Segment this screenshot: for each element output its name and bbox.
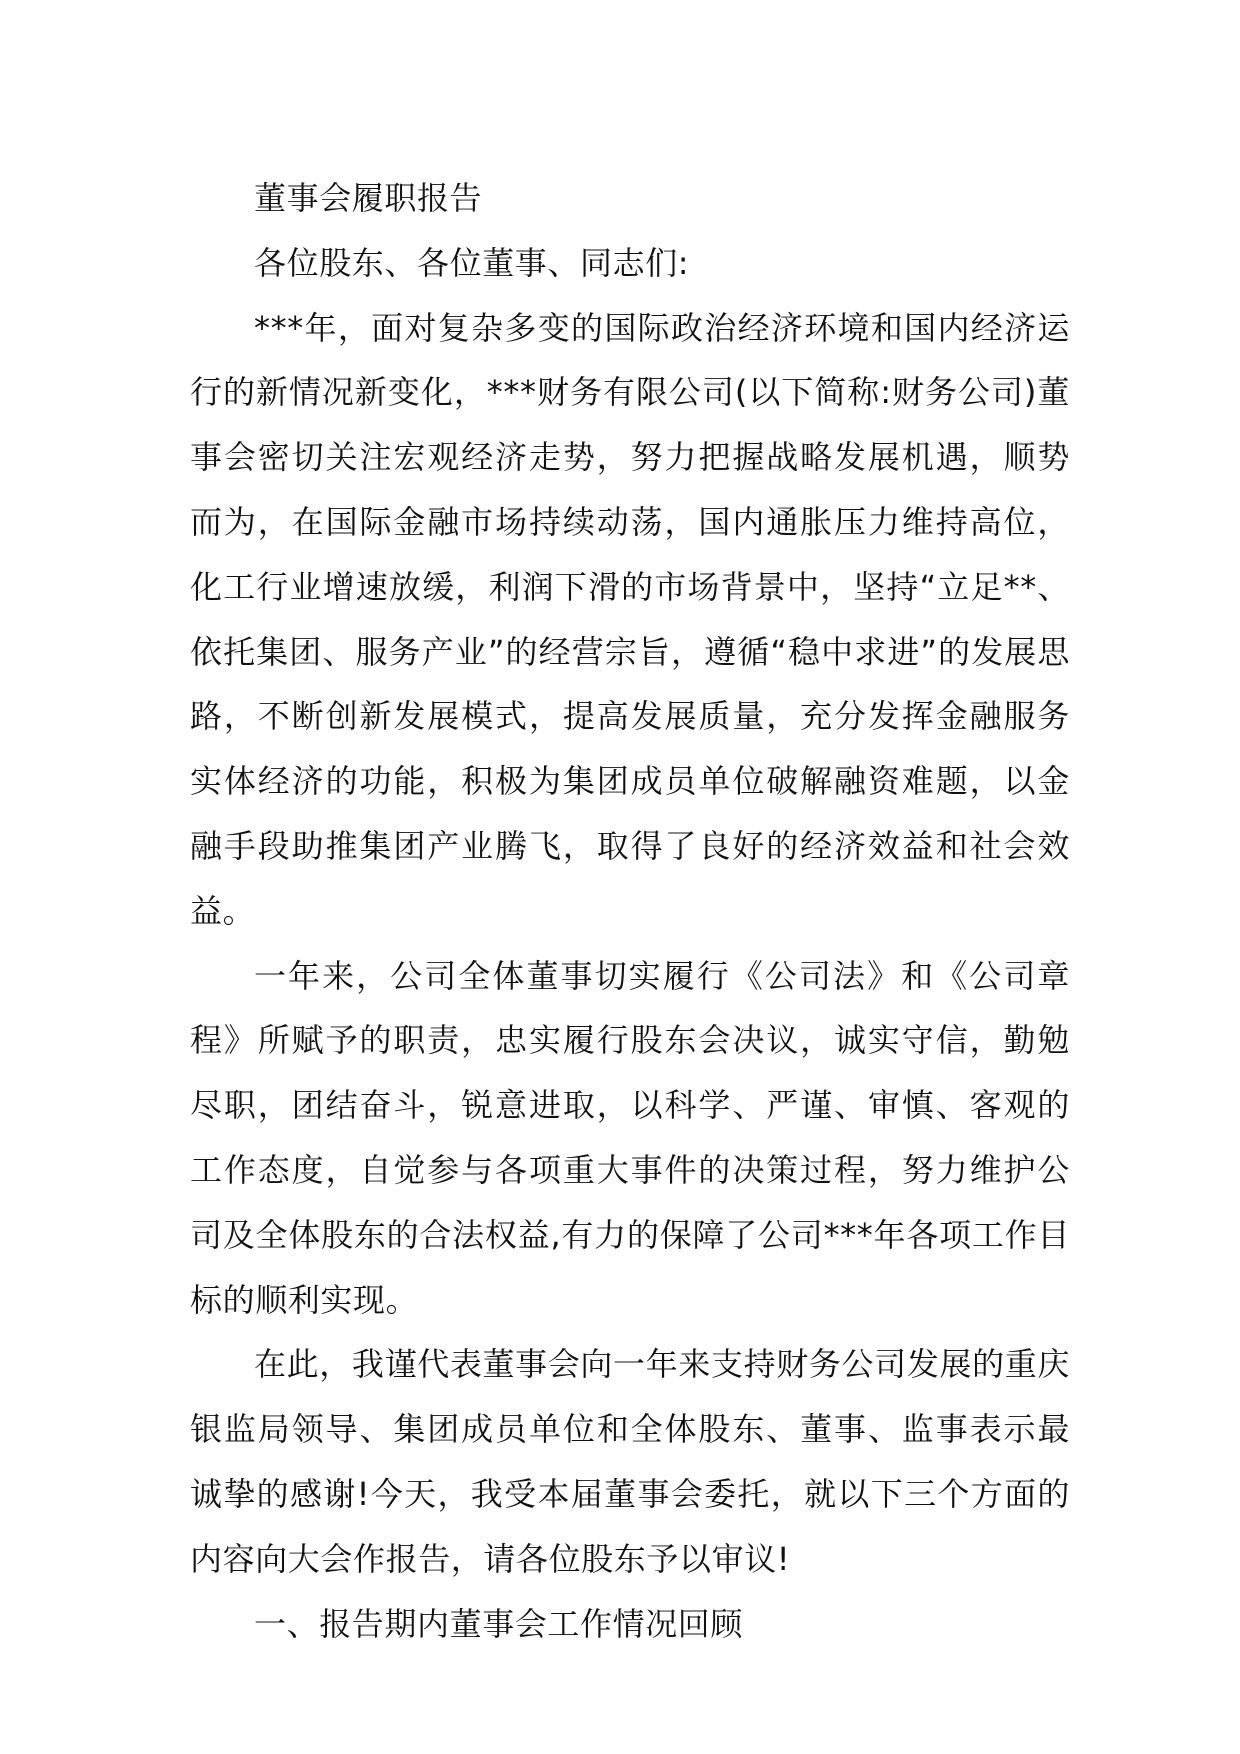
paragraph-duties: 一年来，公司全体董事切实履行《公司法》和《公司章程》所赋予的职责，忠实履行股东会决议，诚实守信，勤勉尽职，团结奋斗，锐意进取，以科学、严谨、审慎、客观的工作态度，自觉参与各项重大事件的决策过程，努力维护公司及全体股东的合法权益,有力的保障了公司***年各项工作目标的顺利实现。 (190, 956, 1070, 1319)
section-heading: 一、报告期内董事会工作情况回顾 (254, 1604, 744, 1643)
document-title: 董事会履职报告 (254, 179, 483, 217)
salutation: 各位股东、各位董事、同志们: (254, 243, 690, 282)
paragraph-intro: ***年，面对复杂多变的国际政治经济环境和国内经济运行的新情况新变化，***财务有限公司(以下简称:财务公司)董事会密切关注宏观经济走势，努力把握战略发展机遇，顺势而为，在国际金融市场持续动荡，国内通胀压力维持高位，化工行业增速放缓，利润下滑的市场背景中，坚持“立足**、依托集团、服务产业”的经营宗旨，遵循“稳中求进”的发展思路，不断创新发展模式，提高发展质量，充分发挥金融服务实体经济的功能，积极为集团成员单位破解融资难题，以金融手段助推集团产业腾飞，取得了良好的经济效益和社会效益。 (190, 308, 1070, 930)
document-body (190, 166, 1070, 1656)
paragraph-thanks: 在此，我谨代表董事会向一年来支持财务公司发展的重庆银监局领导、集团成员单位和全体股东、董事、监事表示最诚挚的感谢!今天，我受本届董事会委托，就以下三个方面的内容向大会作报告，请各位股东予以审议! (190, 1345, 1070, 1578)
